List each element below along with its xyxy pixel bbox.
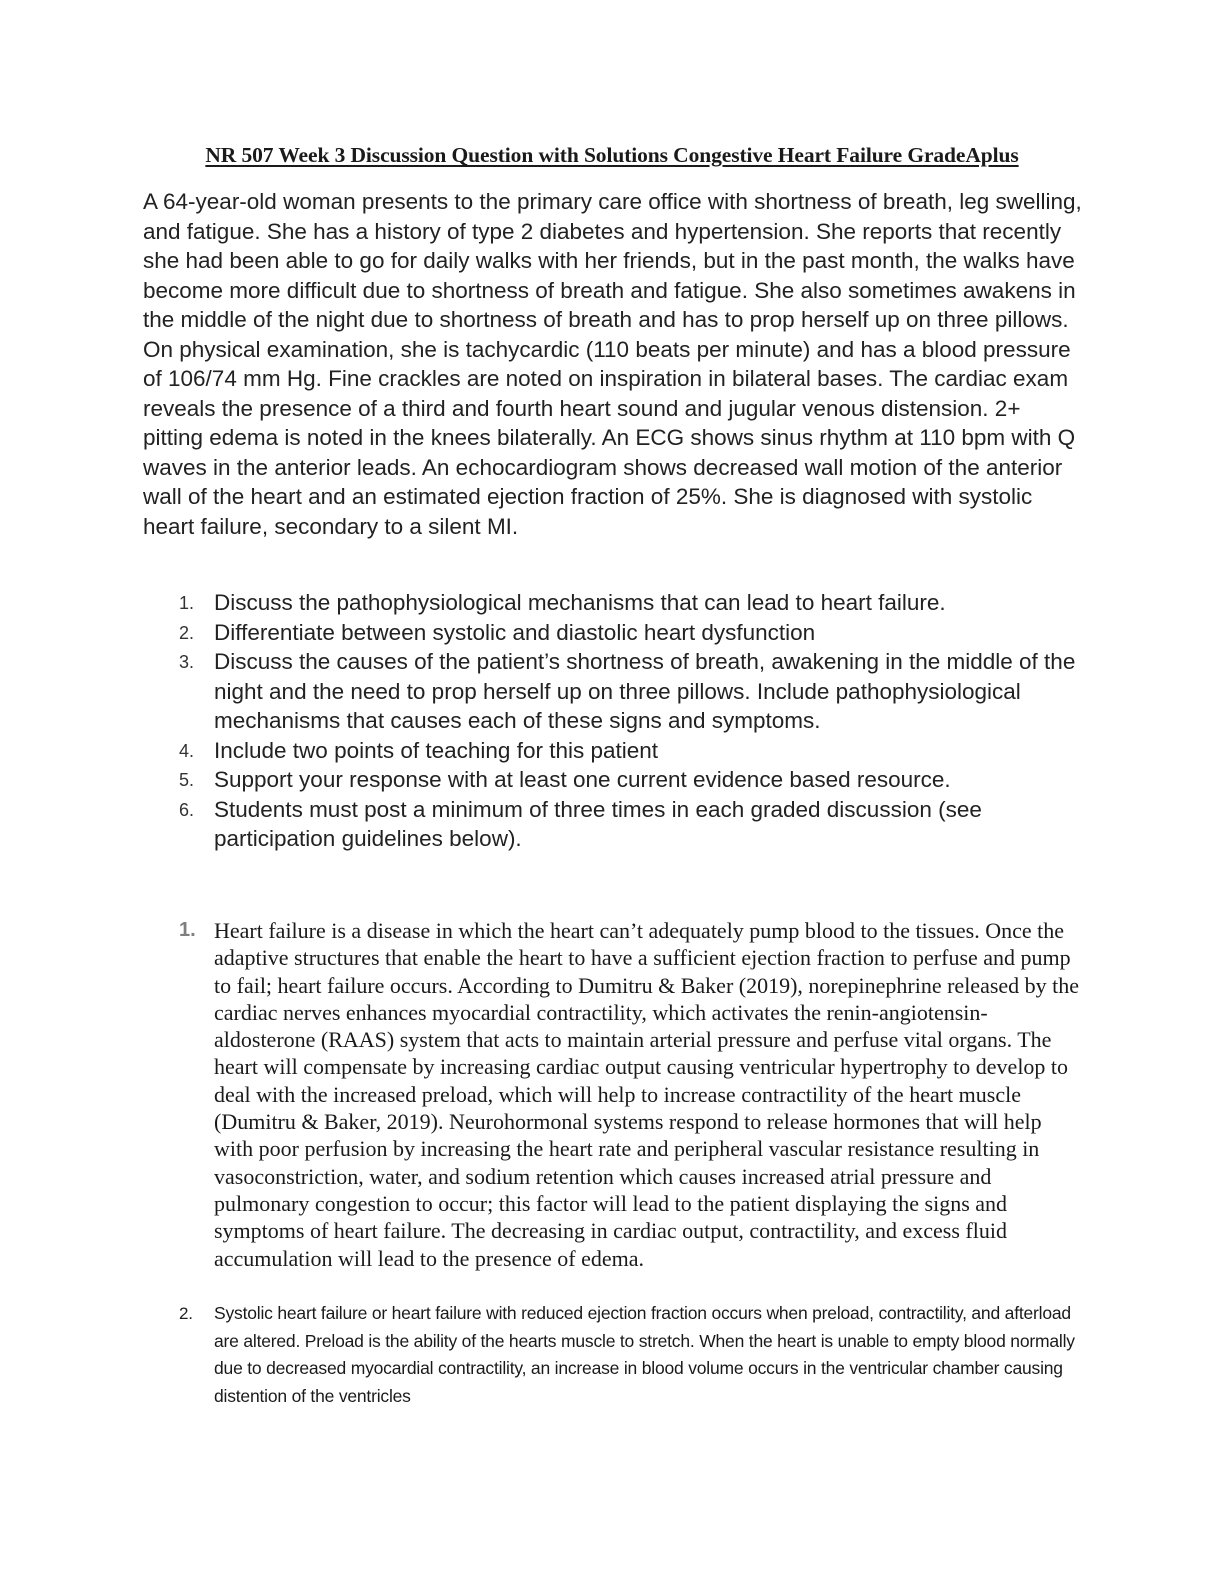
question-text: Discuss the pathophysiological mechanisms that can lead to heart failure. — [214, 590, 946, 615]
answer-text: Heart failure is a disease in which the heart can’t adequately pump blood to the tissues. Once the adaptive structures that enable the heart to have a sufficient ejection fraction to perfuse and pump to fail; heart failure occurs. According to Dumitru & Baker (2019), norepinephrine released by the cardiac nerves enhances myocardial contractility, which activates the renin-angiotensin-aldosterone (RAAS) system that acts to maintain arterial pressure and perfuse vital organs. The heart will compensate by increasing cardiac output causing ventricular hypertrophy to develop to deal with the increased preload, which will help to increase contractility of the heart muscle (Dumitru & Baker, 2019). Neurohormonal systems respond to release hormones that will help with poor perfusion by increasing the heart rate and peripheral vascular resistance resulting in vasoconstriction, water, and sodium retention which causes increased atrial pressure and pulmonary congestion to occur; this factor will lead to the patient displaying the signs and symptoms of heart failure. The decreasing in cardiac output, contractility, and excess fluid accumulation will lead to the presence of edema. — [214, 918, 1080, 1271]
answer-list-sans — [143, 1300, 1083, 1410]
list-number: 6. — [179, 799, 195, 820]
question-text: Support your response with at least one current evidence based resource. — [214, 767, 951, 792]
question-text: Differentiate between systolic and diastolic heart dysfunction — [214, 619, 816, 645]
question-text: Include two points of teaching for this patient — [214, 737, 659, 763]
list-number: 4. — [179, 740, 195, 761]
question-item — [143, 765, 1083, 795]
question-text: Students must post a minimum of three times in each graded discussion (see participation guidelines below). — [214, 796, 982, 851]
question-text: Discuss the causes of the patient’s shortness of breath, awakening in the middle of the night and the need to prop herself up on three pillows. Include pathophysiological mechanisms that causes each of these signs and symptoms. — [214, 649, 1076, 733]
question-item — [143, 647, 1083, 736]
answer-text: Systolic heart failure or heart failure with reduced ejection fraction occurs when preload, contractility, and afterload are altered. Preload is the ability of the hearts muscle to stretch. When the heart is unable to empty blood normally due to decreased myocardial contractility, an increase in blood volume occurs in the ventricular chamber causing distention of the ventricles — [214, 1303, 1075, 1406]
question-item — [143, 795, 1083, 854]
list-number: 2. — [179, 1304, 193, 1323]
question-item — [143, 588, 1083, 618]
document-title: NR 507 Week 3 Discussion Question with Solutions Congestive Heart Failure GradeAplus — [205, 143, 1019, 167]
question-item — [143, 618, 1083, 648]
case-scenario-paragraph: A 64-year-old woman presents to the primary care office with shortness of breath, leg swelling, and fatigue. She has a history of type 2 diabetes and hypertension. She reports that recently she had been able to go for daily walks with her friends, but in the past month, the walks have become more difficult due to shortness of breath and fatigue. She also sometimes awakens in the middle of the night due to shortness of breath and has to prop herself up on three pillows. On physical examination, she is tachycardic (110 beats per minute) and has a blood pressure of 106/74 mm Hg. Fine crackles are noted on inspiration in bilateral bases. The cardiac exam reveals the presence of a third and fourth heart sound and jugular venous distension. 2+ pitting edema is noted in the knees bilaterally. An ECG shows sinus rhythm at 110 bpm with Q waves in the anterior leads. An echocardiogram shows decreased wall motion of the anterior wall of the heart and an estimated ejection fraction of 25%. She is diagnosed with systolic heart failure, secondary to a silent MI. — [143, 189, 1082, 539]
list-number: 5. — [179, 770, 195, 790]
answer-list-serif — [143, 917, 1083, 1272]
question-item — [143, 736, 1083, 766]
list-number: 3. — [179, 652, 195, 672]
answer-item — [143, 917, 1083, 1272]
answer-item — [143, 1300, 1083, 1410]
list-number: 2. — [179, 622, 195, 643]
list-number: 1. — [179, 919, 196, 941]
list-number: 1. — [179, 593, 195, 613]
discussion-questions-list — [143, 588, 1083, 854]
